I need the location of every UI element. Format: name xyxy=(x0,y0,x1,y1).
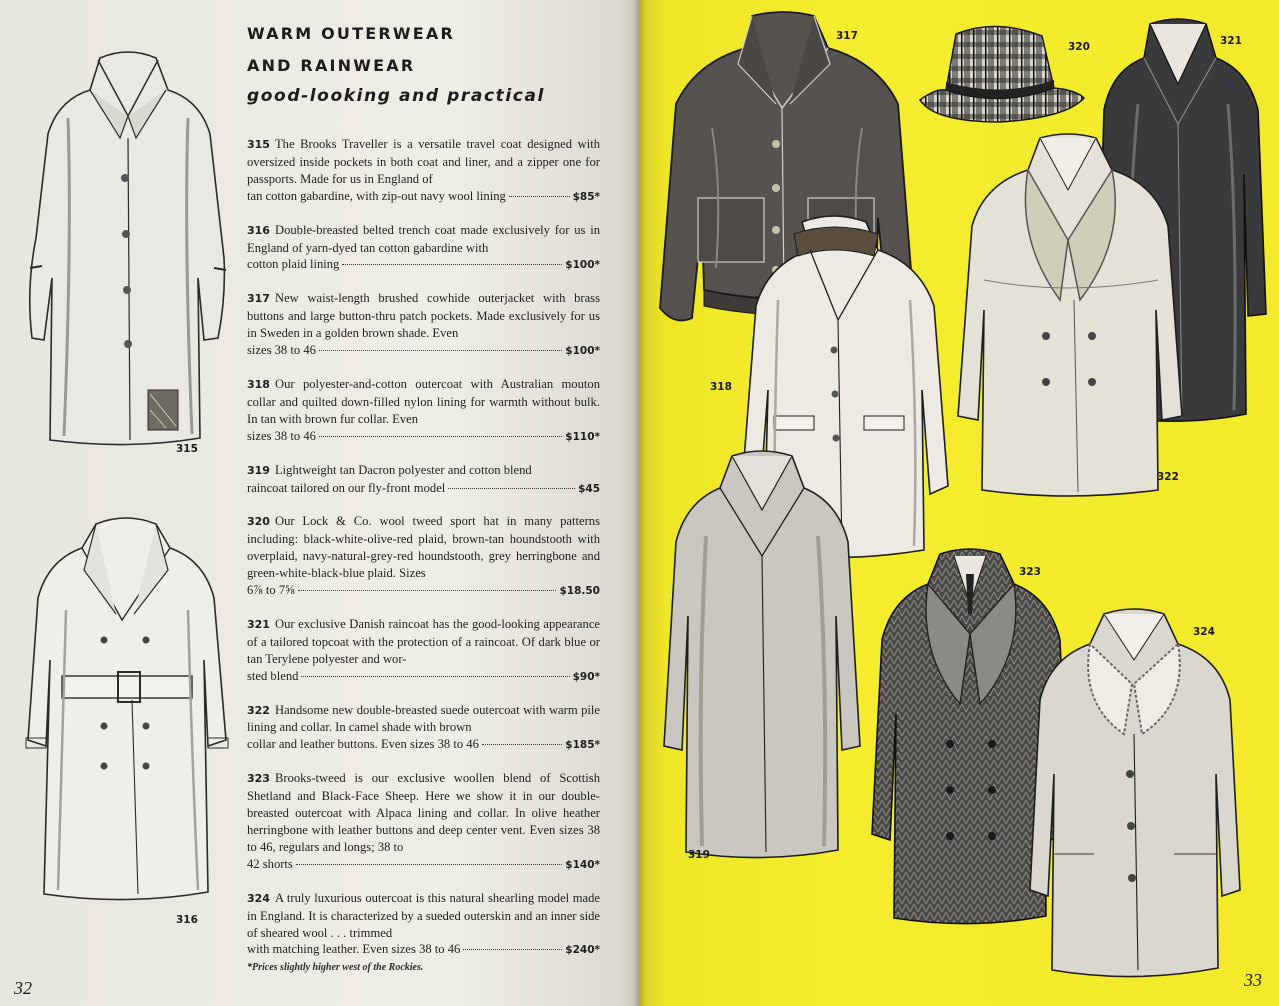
price-footnote: *Prices slightly higher west of the Rockies. xyxy=(247,962,424,973)
entry-317 xyxy=(247,290,600,360)
entry-price: $185* xyxy=(565,739,600,752)
coat-315-illustration xyxy=(28,38,228,458)
entry-320 xyxy=(247,513,600,600)
entry-number: 316 xyxy=(247,223,270,237)
label-322: 322 xyxy=(1157,471,1179,483)
entry-price: $85* xyxy=(572,190,600,203)
leader-dots xyxy=(319,436,562,437)
leader-dots xyxy=(298,590,557,591)
entry-text: Our polyester-and-cotton outercoat with Australian mouton collar and quilted down-filled nylon lining for warmth without bulk. In tan with brown fur collar. Even xyxy=(247,376,600,426)
entry-number: 322 xyxy=(247,703,270,717)
entry-number: 315 xyxy=(247,138,270,151)
label-323: 323 xyxy=(1019,566,1041,578)
label-320: 320 xyxy=(1068,41,1090,53)
coat-316-illustration xyxy=(22,510,232,910)
page-number-left: 32 xyxy=(14,978,32,998)
heading-line-2: AND RAINWEAR xyxy=(247,56,416,75)
entry-number: 324 xyxy=(247,891,270,905)
entry-text: Brooks-tweed is our exclusive woollen blend of Scottish Shetland and Black-Face Sheep. Here we show it in our double-breasted outercoat with Alpaca lining and collar. In olive heather herringbone with leather buttons and deep center vent. Even sizes 38 to 46, regulars and longs; 38 to xyxy=(247,771,600,854)
leader-dots xyxy=(482,744,562,745)
entry-text: A truly luxurious outercoat is this natural shearling model made in England. It is characterized by a sueded outerskin and an inner side of sheared wool . . . trimmed xyxy=(247,890,600,940)
entry-number: 320 xyxy=(247,515,270,529)
entry-323 xyxy=(247,770,600,873)
entry-315 xyxy=(247,136,600,206)
entry-text: The Brooks Traveller is a versatile travel coat designed with oversized inside pockets in both coat and liner, and a zipper one for passports. Made for us in England of xyxy=(247,137,600,186)
label-316: 316 xyxy=(176,914,198,926)
right-page xyxy=(640,0,1279,1006)
label-319: 319 xyxy=(688,849,710,861)
entry-last-line: collar and leather buttons. Even sizes 38 to 46 xyxy=(247,737,479,752)
entry-last-line: sizes 38 to 46 xyxy=(247,428,316,443)
entry-last-line: 6⅞ to 7⅝ xyxy=(247,583,295,598)
entry-text: New waist-length brushed cowhide outerjacket with brass buttons and large button-thru patch pockets. Made exclusively for us in Sweden in a golden brown shade. Even xyxy=(247,291,600,341)
label-318: 318 xyxy=(710,381,732,393)
hat-320-illustration xyxy=(916,18,1086,128)
leader-dots xyxy=(296,864,562,865)
entry-price: $110* xyxy=(565,430,600,443)
coat-324-illustration xyxy=(1024,604,1246,984)
entry-price: $100* xyxy=(565,345,600,358)
label-324: 324 xyxy=(1193,626,1215,638)
raincoat-319-illustration xyxy=(662,446,862,866)
entry-321 xyxy=(247,616,600,686)
entry-319 xyxy=(247,462,600,498)
entry-number: 323 xyxy=(247,772,270,786)
entry-last-line: tan cotton gabardine, with zip-out navy wool lining xyxy=(247,188,506,203)
page-number-right: 33 xyxy=(1244,970,1262,990)
entry-number: 318 xyxy=(247,377,270,391)
entry-last-line: 42 shorts xyxy=(247,856,293,871)
page-gutter xyxy=(632,0,646,1006)
entry-number: 317 xyxy=(247,292,270,306)
heading-tagline: good-looking and practical xyxy=(247,86,545,106)
leader-dots xyxy=(319,350,562,351)
entry-text: Our exclusive Danish raincoat has the good-looking appearance of a tailored topcoat with the protection of a raincoat. Of dark blue or tan Terylene polyester and wor- xyxy=(247,616,600,666)
leader-dots xyxy=(301,676,569,677)
entry-price: $18.50 xyxy=(559,585,600,598)
entry-last-line: raincoat tailored on our fly-front model xyxy=(247,480,446,495)
entry-324 xyxy=(247,890,600,960)
label-321: 321 xyxy=(1220,35,1242,47)
leader-dots xyxy=(463,949,562,950)
coat-322-illustration xyxy=(956,130,1186,500)
entry-text: Our Lock & Co. wool tweed sport hat in many patterns including: black-white-olive-red plaid, brown-tan houndstooth with overplaid, navy-natural-grey-red houndstooth, grey herringbone and green-white-black-blue plaid. Sizes xyxy=(247,514,600,581)
entry-number: 319 xyxy=(247,463,270,477)
entry-number: 321 xyxy=(247,617,270,631)
entry-322 xyxy=(247,702,600,755)
label-315: 315 xyxy=(176,443,198,455)
entry-price: $45 xyxy=(578,482,600,495)
heading-line-1: WARM OUTERWEAR xyxy=(247,24,455,43)
entry-last-line: sizes 38 to 46 xyxy=(247,343,316,358)
entry-price: $140* xyxy=(565,858,600,871)
entry-316 xyxy=(247,222,600,275)
entry-last-line: with matching leather. Even sizes 38 to 46 xyxy=(247,942,461,957)
entry-text: Double-breasted belted trench coat made exclusively for us in England of yarn-dyed tan cotton gabardine with xyxy=(247,222,600,255)
leader-dots xyxy=(342,264,562,265)
entry-text: Handsome new double-breasted suede outercoat with warm pile lining and collar. In camel shade with brown xyxy=(247,702,600,735)
entry-318 xyxy=(247,376,600,446)
leader-dots xyxy=(448,488,575,489)
entry-price: $100* xyxy=(565,259,600,272)
entry-last-line: cotton plaid lining xyxy=(247,257,340,272)
entry-text: Lightweight tan Dacron polyester and cotton blend xyxy=(274,462,532,477)
entry-last-line: sted blend xyxy=(247,668,299,683)
leader-dots xyxy=(509,196,570,197)
entry-price: $240* xyxy=(565,944,600,957)
label-317: 317 xyxy=(836,30,858,42)
entry-price: $90* xyxy=(572,670,600,683)
catalog-entries xyxy=(247,136,600,975)
